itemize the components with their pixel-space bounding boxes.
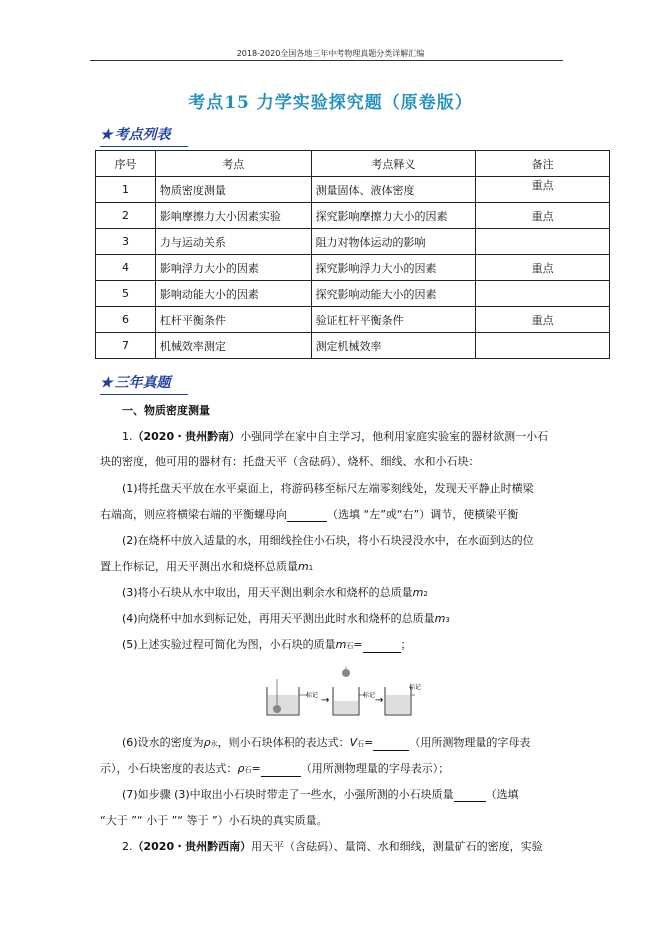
- var-m: m: [335, 638, 347, 651]
- var-m: m: [412, 586, 424, 599]
- experiment-figure: [263, 665, 423, 725]
- step-1-line-1: (1)将托盘天平放在水平桌面上，将游码移至标尺左端零刻线处，发现天平静止时横梁: [122, 482, 534, 495]
- table-row: [96, 177, 610, 203]
- step-text: （选填: [485, 788, 519, 801]
- question-text: 用天平（含砝码）、量筒、水和细线，测量矿石的密度，实验: [251, 840, 543, 853]
- var-rho: ρ: [237, 762, 245, 775]
- step-text: （用所测物理量的字母表: [409, 736, 531, 749]
- table-cell: 测定机械效率: [311, 333, 476, 359]
- table-cell: 重点: [476, 177, 610, 203]
- question-source: （2020・贵州黔西南）: [132, 840, 252, 853]
- question-1-line-2: 块的密度，他可用的器材有：托盘天平（含砝码）、烧杯、细线、水和小石块：: [100, 455, 480, 468]
- answer-blank[interactable]: [454, 801, 486, 802]
- section-heading-past-exams: [100, 372, 171, 392]
- table-cell: 影响动能大小的因素: [155, 281, 311, 307]
- step-7-line-1: [122, 788, 587, 802]
- table-header-cell: 备注: [476, 151, 610, 177]
- table-cell: [476, 229, 610, 255]
- section-underline: [100, 146, 188, 147]
- var-rho: ρ: [203, 736, 211, 749]
- table-row: [96, 281, 610, 307]
- stone-icon: [342, 669, 350, 677]
- table-cell: 物质密度测量: [155, 177, 311, 203]
- var-subscript: 石: [244, 766, 252, 774]
- answer-blank[interactable]: [287, 521, 327, 522]
- section-label: 三年真题: [114, 375, 171, 391]
- table-row: [96, 229, 610, 255]
- var-m: m: [298, 560, 309, 573]
- header-rule: [90, 60, 563, 61]
- table-cell: 1: [96, 177, 156, 203]
- table-cell: 探究影响摩擦力大小的因素: [311, 203, 476, 229]
- table-cell: 力与运动关系: [155, 229, 311, 255]
- question-number: 1.: [122, 430, 133, 443]
- question-text: 小强同学在家中自主学习，他利用家庭实验室的器材欲测一小石: [240, 430, 549, 443]
- table-cell: 验证杠杆平衡条件: [311, 307, 476, 333]
- beaker-2: [333, 667, 375, 715]
- equals: =: [251, 762, 261, 775]
- step-text: (5)上述实验过程可简化为图，小石块的质量: [122, 638, 336, 651]
- step-text: (4)向烧杯中加水到标记处，再用天平测出此时水和烧杯的总质量: [122, 612, 435, 625]
- table-cell: 重点: [476, 307, 610, 333]
- beaker-1: [267, 679, 318, 715]
- var-subscript: 水: [210, 740, 218, 748]
- star-icon: ★: [100, 127, 113, 143]
- running-header: 2018-2020全国各地三年中考物理真题分类详解汇编: [236, 49, 425, 58]
- mark-label: 标记: [409, 684, 422, 691]
- table-row: [96, 307, 610, 333]
- var-subscript: 石: [346, 642, 354, 650]
- table-header-row: [96, 151, 610, 177]
- table-cell: 7: [96, 333, 156, 359]
- answer-blank[interactable]: [373, 750, 409, 751]
- table-cell: 影响摩擦力大小因素实验: [155, 203, 311, 229]
- star-icon: ★: [100, 375, 113, 391]
- table-cell: 影响浮力大小的因素: [155, 255, 311, 281]
- step-7-line-2: “大于 ”“ 小于 ”“ 等于 ”）小石块的真实质量。: [100, 814, 328, 827]
- step-1-line-2: [100, 508, 565, 522]
- table-row: [96, 255, 610, 281]
- stone-icon: [273, 705, 281, 713]
- table-row: [96, 333, 610, 359]
- step-6-line-1: [122, 736, 587, 751]
- equals: =: [353, 638, 363, 651]
- question-number: 2.: [122, 840, 133, 853]
- table-cell: 3: [96, 229, 156, 255]
- step-text: ，则小石块体积的表达式：: [217, 736, 350, 749]
- var-V: V: [349, 736, 358, 749]
- section-underline: [100, 394, 188, 395]
- key-points-table: [95, 150, 610, 359]
- answer-blank[interactable]: [261, 776, 301, 777]
- question-1-line-1: [122, 430, 587, 444]
- step-text: （选填 “左”或“右”）调节，使横梁平衡: [327, 508, 519, 521]
- step-4: [122, 612, 587, 627]
- step-2-line-2: [100, 560, 565, 575]
- table-cell: 杠杆平衡条件: [155, 307, 311, 333]
- arrow-icon: →: [321, 695, 330, 706]
- table-cell: 机械效率测定: [155, 333, 311, 359]
- table-cell: 6: [96, 307, 156, 333]
- table-header-cell: 考点: [155, 151, 311, 177]
- step-text: 示），小石块密度的表达式：: [100, 762, 238, 775]
- step-text: （用所测物理量的字母表示）；: [300, 762, 450, 775]
- step-5: [122, 638, 587, 653]
- question-2-line-1: [122, 840, 587, 854]
- section-heading-key-points: [100, 124, 171, 144]
- table-cell: 探究影响浮力大小的因素: [311, 255, 476, 281]
- table-cell: 5: [96, 281, 156, 307]
- mark-label: 标记: [306, 692, 319, 699]
- equals: =: [364, 736, 374, 749]
- table-header-cell: 考点释义: [311, 151, 476, 177]
- table-cell: [476, 333, 610, 359]
- step-text: (6)设水的密度为: [122, 736, 204, 749]
- var-subscript: 2: [423, 590, 428, 598]
- table-cell: 重点: [476, 203, 610, 229]
- var-subscript: 3: [445, 616, 450, 624]
- table-row: [96, 203, 610, 229]
- table-cell: 4: [96, 255, 156, 281]
- var-m: m: [434, 612, 446, 625]
- step-text: 置上作标记，用天平测出水和烧杯总质量: [100, 560, 298, 573]
- table-cell: 测量固体、液体密度: [311, 177, 476, 203]
- var-subscript: 石: [357, 740, 365, 748]
- subsection-title: 一、物质密度测量: [122, 404, 210, 417]
- table-cell: 重点: [476, 255, 610, 281]
- answer-blank[interactable]: [363, 652, 401, 653]
- table-cell: [476, 281, 610, 307]
- step-6-line-2: [100, 762, 565, 777]
- table-header-cell: 序号: [96, 151, 156, 177]
- step-text: ；: [400, 638, 412, 651]
- question-source: （2020・贵州黔南）: [132, 430, 241, 443]
- beaker-3: [385, 683, 421, 715]
- step-3: [122, 586, 587, 601]
- step-text: (3)将小石块从水中取出，用天平测出剩余水和烧杯的总质量: [122, 586, 413, 599]
- step-text: (7)如步骤 (3)中取出小石块时带走了一些水，小强所测的小石块质量: [122, 788, 454, 801]
- step-2-line-1: (2)在烧杯中放入适量的水，用细线拴住小石块，将小石块浸没水中，在水面到达的位: [122, 534, 534, 547]
- table-cell: 阻力对物体运动的影响: [311, 229, 476, 255]
- var-subscript: 1: [308, 564, 314, 572]
- table-cell: 2: [96, 203, 156, 229]
- mark-label: 标记: [363, 692, 376, 699]
- table-cell: 探究影响动能大小的因素: [311, 281, 476, 307]
- page-title: 考点15 力学实验探究题（原卷版）: [188, 93, 473, 113]
- arrow-icon: →: [375, 695, 384, 706]
- section-label: 考点列表: [114, 127, 171, 143]
- step-text: 右端高，则应将横梁右端的平衡螺母向: [100, 508, 287, 521]
